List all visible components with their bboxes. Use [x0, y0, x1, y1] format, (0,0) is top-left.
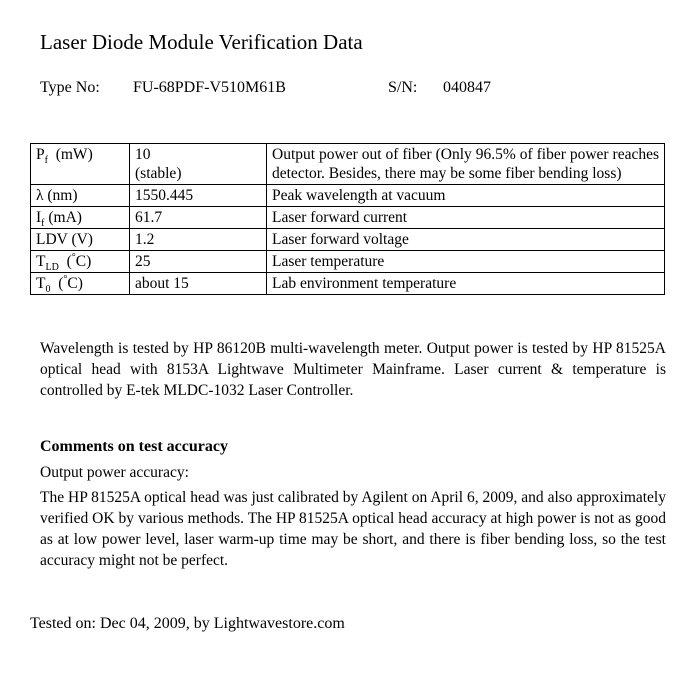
table-row: [31, 207, 665, 229]
description-cell: Output power out of fiber (Only 96.5% of fiber power reaches detector. Besides, there may be some fiber bending loss): [267, 144, 665, 185]
value-cell: about 15: [130, 273, 267, 295]
param-cell: [31, 273, 130, 295]
param-symbol: T: [36, 253, 46, 270]
param-subscript: f: [44, 155, 48, 167]
param-unit: (mA): [48, 209, 82, 226]
type-label: Type No:: [40, 79, 100, 96]
param-subscript: 0: [45, 284, 51, 296]
description-cell: Peak wavelength at vacuum: [267, 185, 665, 207]
description-cell: Lab environment temperature: [267, 273, 665, 295]
param-unit: (mW): [55, 146, 93, 163]
param-unit-close: C): [67, 275, 83, 292]
table-row: [31, 185, 665, 207]
param-cell: [31, 251, 130, 273]
sn-label: S/N:: [388, 79, 418, 96]
value-cell: 1.2: [130, 229, 267, 251]
table-row: [31, 273, 665, 295]
param-unit: (nm): [47, 187, 78, 204]
description-cell: Laser forward current: [267, 207, 665, 229]
sn-value: 040847: [443, 79, 491, 96]
test-method-paragraph: Wavelength is tested by HP 86120B multi-wavelength meter. Output power is tested by HP 81525A optical head with 8153A Lightwave Multimeter Mainframe. Laser current & temperature is controlled by E-tek MLDC-1032 Laser Controller.: [40, 340, 666, 399]
param-symbol: λ: [36, 187, 44, 204]
param-unit-open: (: [58, 275, 64, 292]
description-cell: Laser forward voltage: [267, 229, 665, 251]
param-unit-close: C): [75, 253, 92, 270]
param-symbol: T: [36, 275, 46, 292]
param-unit: (V): [71, 231, 93, 248]
table-row: [31, 144, 665, 185]
degree-symbol: °: [63, 273, 68, 285]
value-cell: 25: [130, 251, 267, 273]
tested-on-line: Tested on: Dec 04, 2009, by Lightwavestore.com: [30, 615, 345, 632]
spec-table: [30, 143, 665, 295]
table-row: [31, 229, 665, 251]
degree-symbol: °: [71, 251, 76, 263]
param-symbol: I: [36, 209, 42, 226]
page-title: Laser Diode Module Verification Data: [40, 30, 363, 54]
param-cell: [31, 185, 130, 207]
description-cell: Laser temperature: [267, 251, 665, 273]
accuracy-label: Output power accuracy:: [40, 464, 189, 481]
param-subscript: f: [41, 218, 45, 230]
accuracy-paragraph: The HP 81525A optical head was just calibrated by Agilent on April 6, 2009, and also approximately verified OK by various methods. The HP 81525A optical head accuracy at high power is not as good as at low power level, laser warm-up time may be short, and there is fiber bending loss, so the test accuracy might not be perfect.: [40, 489, 666, 569]
param-cell: [31, 229, 130, 251]
param-subscript: LD: [45, 262, 59, 274]
table-row: [31, 251, 665, 273]
value-cell: [130, 144, 267, 185]
comments-heading: Comments on test accuracy: [40, 438, 228, 455]
param-cell: [31, 207, 130, 229]
param-value: 10: [135, 146, 151, 163]
param-symbol: LDV: [36, 231, 68, 248]
param-unit-open: (: [66, 253, 72, 270]
value-cell: 1550.445: [130, 185, 267, 207]
value-cell: 61.7: [130, 207, 267, 229]
param-value-note: (stable): [135, 165, 182, 182]
param-cell: [31, 144, 130, 185]
type-value: FU-68PDF-V510M61B: [133, 79, 286, 96]
param-symbol: P: [36, 146, 45, 163]
